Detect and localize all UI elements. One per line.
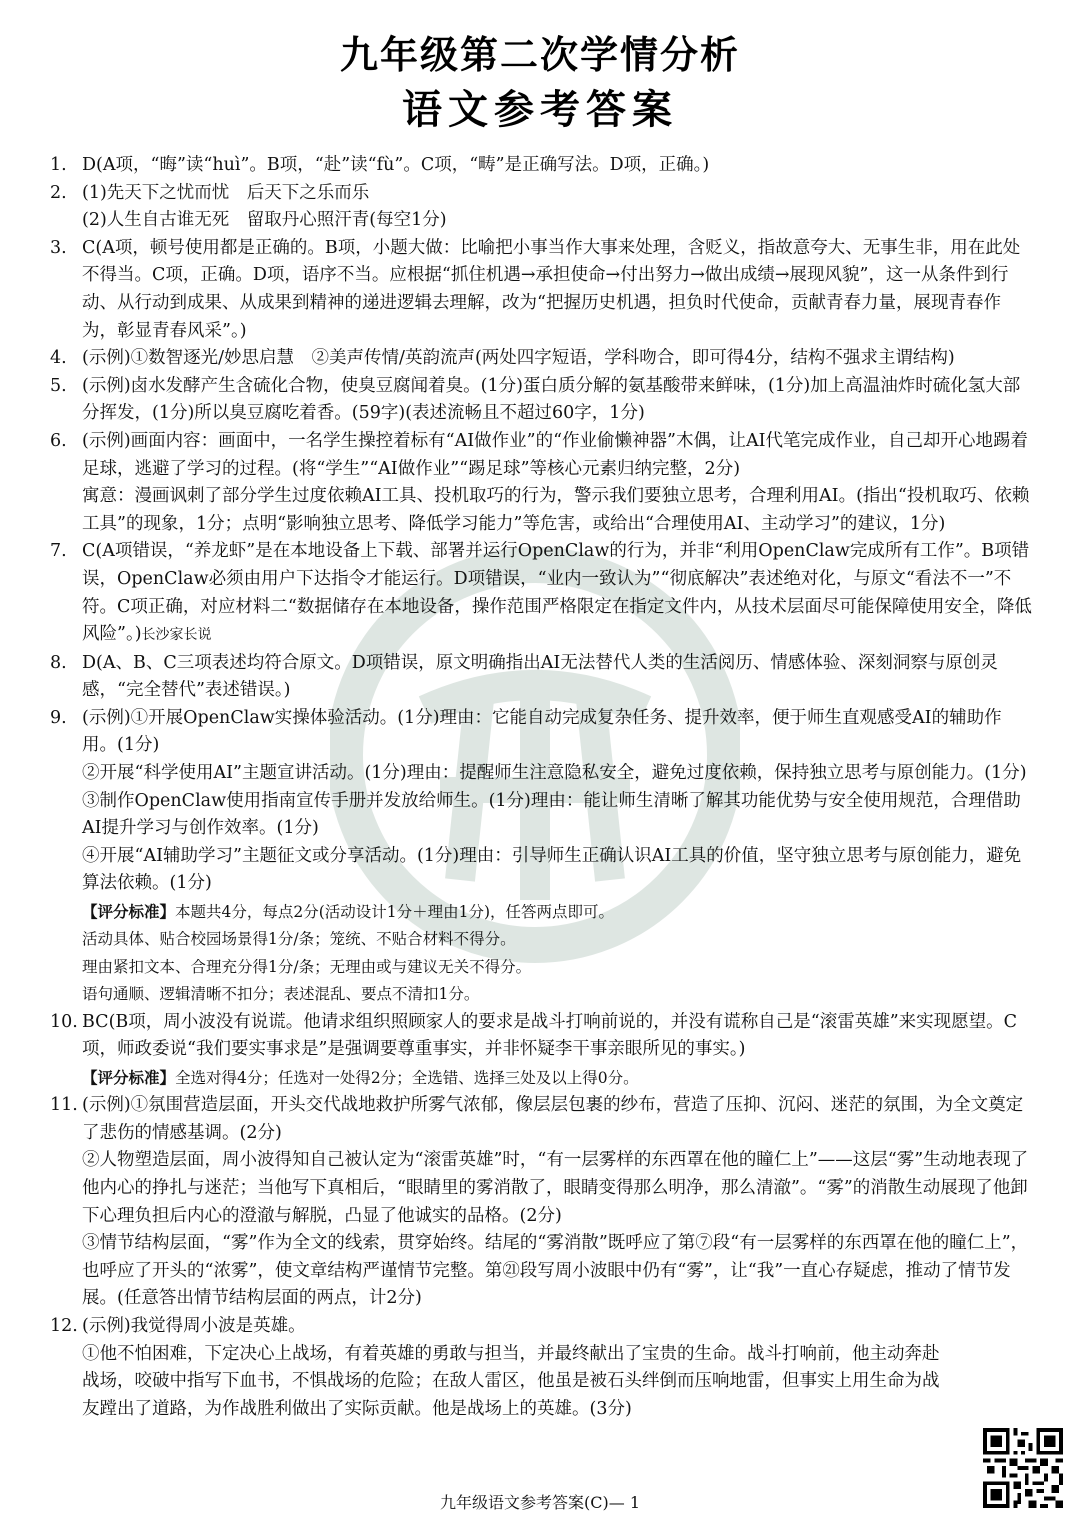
page-subtitle: 语文参考答案 [402,87,678,133]
criteria-line: 本题共4分，每点2分(活动设计1分＋理由1分)，任答两点即可。 [175,903,615,922]
criteria-tag: 【评分标准】 [82,1067,176,1087]
source-note: 长沙家长说 [141,627,212,644]
item-text: D(A、B、C三项表述均符合原文。D项错误，原文明确指出AI无法替代人类的生活阅历、情感体验、深刻洞察与原创灵感，“完全替代”表述错误。) [82,652,998,701]
criteria-line: 活动具体、贴合校园场景得1分/条；笼统、不贴合材料不得分。 [82,930,516,949]
answer-item-11 [50,1092,1032,1313]
item-text: (1)先天下之忧而忧 后天下之乐而乐 [82,182,370,203]
item-text: ②人物塑造层面，周小波得知自己被认定为“滚雷英雄”时，“有一层雾样的东西罩在他的瞳仁上”——这层“雾”生动地表现了他内心的挣扎与迷茫；当他写下真相后，“眼睛里的雾消散了，眼睛变得那么明净，那么清澈”。“雾”的消散生动展现了他卸下心理负担后内心的澄澈与解脱，凸显了他诚实的品格。(2分) [82,1150,1029,1226]
answer-item-1 [50,152,1032,180]
criteria-line: 语句通顺、逻辑清晰不扣分；表述混乱、要点不清扣1分。 [82,985,480,1004]
answer-item-3 [50,235,1032,345]
scoring-criteria [82,1064,1032,1092]
answer-item-8 [50,650,1032,705]
item-text: (示例)①氛围营造层面，开头交代战地救护所雾气浓郁，像层层包裹的纱布，营造了压抑、沉闷、迷茫的氛围，为全文奠定了悲伤的情感基调。(2分) [82,1095,1024,1143]
item-text: BC(B项，周小波没有说谎。他请求组织照顾家人的要求是战斗打响前说的，并没有谎称自己是“滚雷英雄”来实现愿望。C项，师政委说“我们要实事求是”是强调要尊重事实，并非怀疑李干事亲眼所见的事实。) [82,1011,1018,1060]
item-text: D(A项，“晦”读“huì”。B项，“赴”读“fù”。C项，“畴”是正确写法。D项，正确。) [82,155,710,175]
item-number: 5. [50,375,67,396]
item-text: ②开展“科学使用AI”主题宣讲活动。(1分)理由：提醒师生注意隐私安全，避免过度依赖，保持独立思考与原创能力。(1分) [82,763,1027,784]
item-text: (示例)画面内容：画面中，一名学生操控着标有“AI做作业”的“作业偷懒神器”木偶，让AI代笔完成作业，自己却开心地踢着足球，逃避了学习的过程。(将“学生”“AI做作业”“踢足球”等核心元素归纳完整，2分) [82,430,1029,479]
item-text: (2)人生自古谁无死 留取丹心照汗青(每空1分) [82,210,447,231]
criteria-line: 理由紧扣文本、合理充分得1分/条；无理由或与建议无关不得分。 [82,957,532,976]
item-number: 3. [50,237,67,258]
page-footer: 九年级语文参考答案(C)— 1 [440,1493,640,1512]
item-text: ①他不怕困难，下定决心上战场，有着英雄的勇敢与担当，并最终献出了宝贵的生命。战斗打响前，他主动奔赴战场，咬破中指写下血书，不惧战场的危险；在敌人雷区，他虽是被石头绊倒而压响地雷，但事实上用生命为战友蹚出了道路，为作战胜利做出了实际贡献。他是战场上的英雄。(3分) [82,1343,940,1419]
item-number: 1. [50,155,67,175]
answer-item-4 [50,345,1032,373]
item-number: 12. [50,1316,78,1336]
answer-item-6 [50,428,1032,538]
answer-item-12 [50,1313,1032,1423]
item-number: 10. [50,1011,78,1032]
item-text: (示例)我觉得周小波是英雄。 [82,1316,306,1336]
answer-item-9 [50,705,1032,1009]
item-text: C(A项，顿号使用都是正确的。B项，小题大做：比喻把小事当作大事来处理，含贬义，指故意夸大、无事生非，用在此处不得当。C项，正确。D项，语序不当。应根据“抓住机遇→承担使命→付出努力→做出成绩→展现风貌”，这一从条件到行动、从行动到成果、从成果到精神的递进逻辑去理解，改为“把握历史机遇，担负时代使命，贡献青春力量，展现青春作为，彰显青春风采”。) [82,237,1021,341]
item-text: (示例)卤水发酵产生含硫化合物，使臭豆腐闻着臭。(1分)蛋白质分解的氨基酸带来鲜味，(1分)加上高温油炸时硫化氢大部分挥发，(1分)所以臭豆腐吃着香。(59字)(表述流畅且不超过60字，1分) [82,375,1021,424]
criteria-tag: 【评分标准】 [82,902,176,922]
item-number: 2. [50,182,67,203]
answer-content [50,152,1032,1423]
item-text-wrap [82,538,1032,649]
page-title: 九年级第二次学情分析 [339,33,740,77]
item-number: 9. [50,707,67,728]
answer-item-5 [50,373,1032,428]
item-number: 11. [50,1095,78,1116]
item-text: 寓意：漫画讽刺了部分学生过度依赖AI工具、投机取巧的行为，警示我们要独立思考，合理利用AI。(指出“投机取巧、依赖工具”的现象，1分；点明“影响独立思考、降低学习能力”等危害，或给出“合理使用AI、主动学习”的建议，1分) [82,486,1030,534]
answer-item-7 [50,538,1032,649]
item-text: (示例)①开展OpenClaw实操体验活动。(1分)理由：它能自动完成复杂任务、提升效率，便于师生直观感受AI的辅助作用。(1分) [82,707,1002,756]
criteria-line: 全选对得4分；任选对一处得2分；全选错、选择三处及以上得0分。 [175,1068,639,1087]
item-text: C(A项错误，“养龙虾”是在本地设备上下载、部署并运行OpenClaw的行为，并非“利用OpenClaw完成所有工作”。B项错误，OpenClaw必须由用户下达指令才能运行。D项错误，“业内一致认为”“彻底解决”表述绝对化，与原文“看法不一”不符。C项正确，对应材料二“数据储存在本地设备，操作范围严格限定在指定文件内，从技术层面尽可能保障使用安全，降低风险”。) [82,541,1032,645]
item-number: 7. [50,541,67,562]
item-number: 4. [50,348,67,369]
scoring-criteria [82,898,1032,926]
answer-item-10 [50,1009,1032,1093]
item-text: ③制作OpenClaw使用指南宣传手册并发放给师生。(1分)理由：能让师生清晰了解其功能优势与安全使用规范，合理借助AI提升学习与创作效率。(1分) [82,790,1021,839]
item-text: ③情节结构层面，“雾”作为全文的线索，贯穿始终。结尾的“雾消散”既呼应了第⑦段“有一层雾样的东西罩在他的瞳仁上”，也呼应了开头的“浓雾”，使文章结构严谨情节完整。第㉑段写周小波眼中仍有“雾”，让“我”一直心存疑虑，推动了情节发展。(任意答出情节结构层面的两点，计2分) [82,1233,1029,1309]
item-text: ④开展“AI辅助学习”主题征文或分享活动。(1分)理由：引导师生正确认识AI工具的价值，坚守独立思考与原创能力，避免算法依赖。(1分) [82,845,1022,894]
item-text: (示例)①数智逐光/妙思启慧 ②美声传情/英韵流声(两处四字短语，学科吻合，即可得4分，结构不强求主谓结构) [82,348,955,369]
item-number: 8. [50,652,67,673]
item-number: 6. [50,430,67,451]
answer-item-2 [50,180,1032,235]
